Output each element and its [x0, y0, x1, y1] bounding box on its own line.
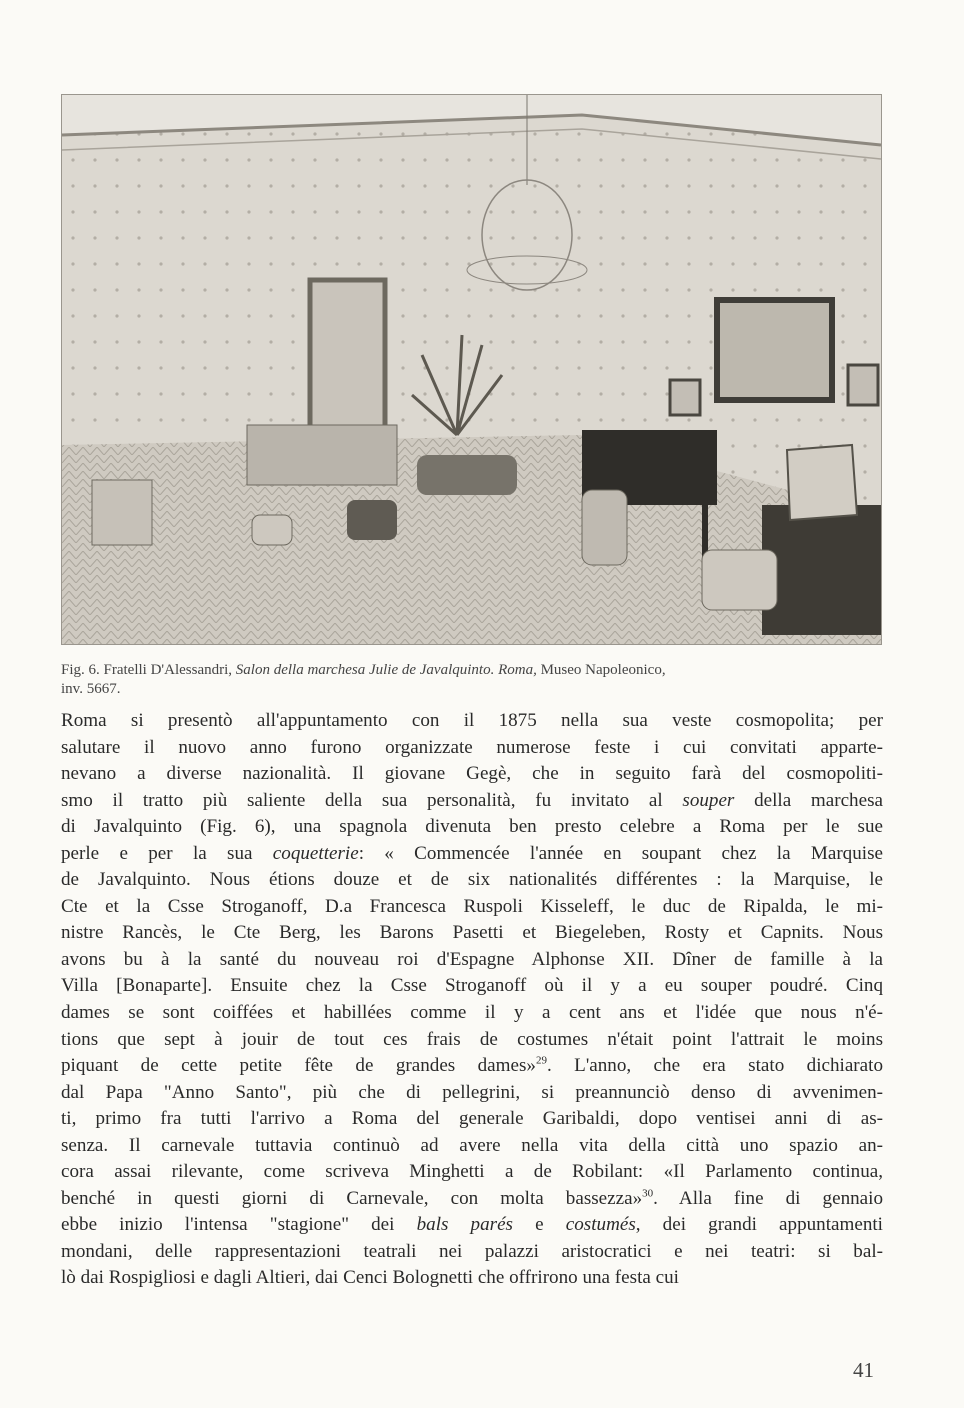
body-text-run: . L'anno, che era stato dichiarato — [546, 1055, 883, 1077]
italic-term: coquetterie — [272, 842, 359, 864]
body-text-run: ti, primo fra tutti l'arrivo a Roma del generale Garibaldi, dopo ventisei anni di as- — [61, 1108, 883, 1130]
body-text-run: e — [513, 1214, 566, 1236]
body-line — [61, 814, 883, 841]
body-paragraph — [61, 708, 883, 1292]
body-text-run: mondani, delle rappresentazioni teatrali nei palazzi aristocratici e nei teatri: si bal- — [61, 1240, 883, 1262]
italic-term: bals parés — [416, 1214, 513, 1236]
body-text-run: piquant de cette petite fête de grandes dames» — [61, 1055, 536, 1077]
body-text-run: Villa [Bonaparte]. Ensuite chez la Csse Stroganoff où il y a eu souper poudré. Cinq — [61, 975, 883, 997]
body-text-run: senza. Il carnevale tuttavia continuò ad avere nella vita della città uno spazio an- — [61, 1134, 883, 1156]
body-line — [61, 947, 883, 974]
italic-term: souper — [682, 789, 735, 811]
body-line — [61, 920, 883, 947]
body-text-run: smo il tratto più saliente della sua personalità, fu invitato al — [61, 789, 683, 811]
body-line — [61, 867, 883, 894]
body-line — [61, 1212, 883, 1239]
body-line — [61, 708, 883, 735]
body-line — [61, 788, 883, 815]
caption-title: Salon della marchesa Julie de Javalquinto. Roma, — [235, 662, 537, 678]
footnote-ref: 29 — [535, 1054, 547, 1067]
body-line — [61, 1159, 883, 1186]
body-line — [61, 735, 883, 762]
caption-inventory: inv. 5667. — [61, 681, 121, 697]
salon-painting-icon — [62, 95, 881, 644]
body-text-run: cora assai rilevante, come scriveva Minghetti a de Robilant: «Il Parlamento continua, — [61, 1161, 883, 1183]
body-text-run: nevano a diverse nazionalità. Il giovane Gegè, che in seguito farà del cosmopoliti- — [61, 763, 883, 785]
body-text-run: perle e per la sua — [61, 842, 273, 864]
body-text-run: salutare il nuovo anno furono organizzate numerose feste i cui convitati apparte- — [61, 736, 883, 758]
body-line — [61, 1080, 883, 1107]
body-line — [61, 1106, 883, 1133]
caption-suffix: Museo Napoleonico, — [536, 662, 666, 678]
italic-term: costumés — [565, 1214, 636, 1236]
body-line — [61, 841, 883, 868]
figure-caption — [61, 661, 883, 699]
body-text-run: ebbe inizio l'intensa "stagione" dei — [61, 1214, 417, 1236]
body-text-run: lò dai Rospigliosi e dagli Altieri, dai Cenci Bolognetti che offrirono una festa cui — [61, 1267, 679, 1289]
body-line — [61, 761, 883, 788]
salon-painting-image — [61, 94, 882, 645]
body-text-run: della marchesa — [734, 789, 883, 811]
body-text-run: de Javalquinto. Nous étions douze et de six nationalités différentes : la Marquise, le — [61, 869, 883, 891]
caption-prefix: Fig. 6. Fratelli D'Alessandri, — [61, 662, 236, 678]
body-text-run: nistre Rancès, le Cte Berg, les Barons Pasetti et Biegeleben, Rosty et Capnits. Nous — [61, 922, 883, 944]
page-number: 41 — [853, 1358, 874, 1382]
body-line — [61, 1186, 883, 1213]
body-line — [61, 1265, 883, 1292]
body-line — [61, 1239, 883, 1266]
body-text-run: avons bu à la santé du nouveau roi d'Espagne Alphonse XII. Dîner de famille à la — [61, 948, 883, 970]
body-line — [61, 1000, 883, 1027]
body-line — [61, 894, 883, 921]
body-text-run: dames se sont coiffées et habillées comme il y a cent ans et l'idée que nous n'é- — [61, 1002, 883, 1024]
body-line — [61, 1053, 883, 1080]
body-text-run: : « Commencée l'année en soupant chez la Marquise — [358, 842, 883, 864]
body-text-run: benché in questi giorni di Carnevale, con molta bassezza» — [61, 1187, 643, 1209]
body-text-run: , dei grandi appuntamenti — [635, 1214, 883, 1236]
body-text-run: Roma si presentò all'appuntamento con il 1875 nella sua veste cosmopolita; per — [61, 710, 883, 731]
body-line — [61, 1133, 883, 1160]
body-line — [61, 973, 883, 1000]
body-text-run: . Alla fine di gennaio — [653, 1187, 883, 1209]
body-text-run: Cte et la Csse Stroganoff, D.a Francesca Ruspoli Kisseleff, le duc de Ripalda, le mi- — [61, 895, 883, 917]
footnote-ref: 30 — [642, 1187, 654, 1200]
body-text-run: dal Papa "Anno Santo", più che di pellegrini, si preannunciò denso di avvenimen- — [61, 1081, 883, 1103]
body-line — [61, 1027, 883, 1054]
body-text-run: di Javalquinto (Fig. 6), una spagnola divenuta ben presto celebre a Roma per le sue — [61, 816, 883, 838]
body-text-run: tions que sept à jouir de tout ces frais de costumes n'était point l'attrait le moins — [61, 1028, 883, 1050]
